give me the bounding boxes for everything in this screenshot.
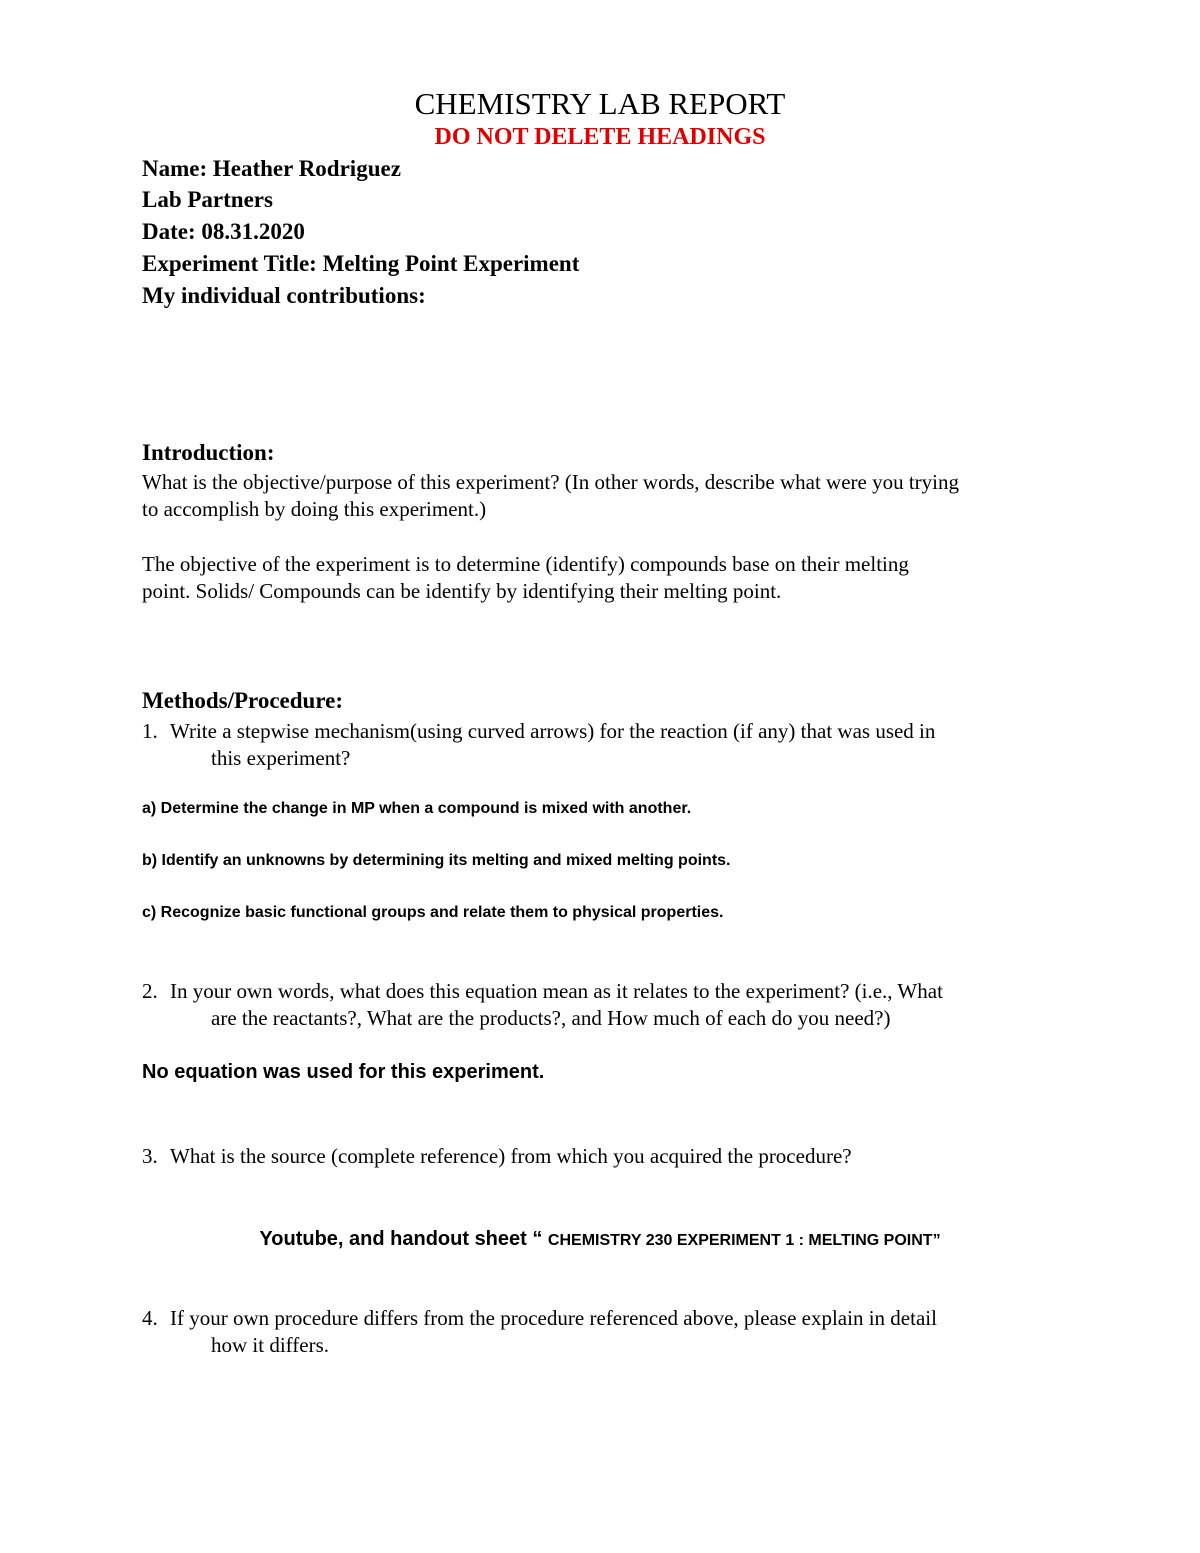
question-2-line1: In your own words, what does this equation mean as it relates to the experiment? (i.e., What xyxy=(170,979,943,1003)
methods-heading: Methods/Procedure: xyxy=(142,688,344,713)
question-4-line2: how it differs. xyxy=(211,1333,330,1357)
date-field: Date: 08.31.2020 xyxy=(142,219,305,244)
question-2-number: 2. xyxy=(142,979,158,1003)
question-3-answer-reference: CHEMISTRY 230 EXPERIMENT 1 : MELTING POINT” xyxy=(547,1232,941,1249)
question-3-answer xyxy=(0,1228,1200,1251)
objective-a: a) Determine the change in MP when a compound is mixed with another. xyxy=(142,800,692,817)
contributions-field: My individual contributions: xyxy=(142,283,426,308)
question-1-line1: Write a stepwise mechanism(using curved arrows) for the reaction (if any) that was used in xyxy=(170,719,936,743)
lab-partners-field: Lab Partners xyxy=(142,187,273,212)
question-1-number: 1. xyxy=(142,719,158,743)
name-field: Name: Heather Rodriguez xyxy=(142,156,401,181)
introduction-question-line1: What is the objective/purpose of this experiment? (In other words, describe what were you trying xyxy=(142,470,960,494)
question-4-line1: If your own procedure differs from the procedure referenced above, please explain in detail xyxy=(170,1306,937,1330)
warning-heading: DO NOT DELETE HEADINGS xyxy=(434,124,766,150)
objective-b: b) Identify an unknowns by determining its melting and mixed melting points. xyxy=(142,852,731,869)
question-4-number: 4. xyxy=(142,1306,158,1330)
introduction-question-line2: to accomplish by doing this experiment.) xyxy=(142,497,487,521)
introduction-answer-line2: point. Solids/ Compounds can be identify by identifying their melting point. xyxy=(142,579,782,603)
question-2-answer: No equation was used for this experiment. xyxy=(142,1061,545,1083)
question-1-line2: this experiment? xyxy=(211,746,351,770)
question-3-line1: What is the source (complete reference) from which you acquired the procedure? xyxy=(170,1144,852,1168)
report-title: CHEMISTRY LAB REPORT xyxy=(414,86,786,121)
experiment-title-field: Experiment Title: Melting Point Experiment xyxy=(142,251,580,276)
question-2-line2: are the reactants?, What are the products?, and How much of each do you need?) xyxy=(211,1006,891,1030)
question-3-number: 3. xyxy=(142,1144,158,1168)
question-3-answer-lead: Youtube, and handout sheet “ xyxy=(259,1228,548,1250)
introduction-answer-line1: The objective of the experiment is to determine (identify) compounds base on their melting xyxy=(142,552,909,576)
objective-c: c) Recognize basic functional groups and relate them to physical properties. xyxy=(142,904,724,921)
introduction-heading: Introduction: xyxy=(142,440,275,465)
